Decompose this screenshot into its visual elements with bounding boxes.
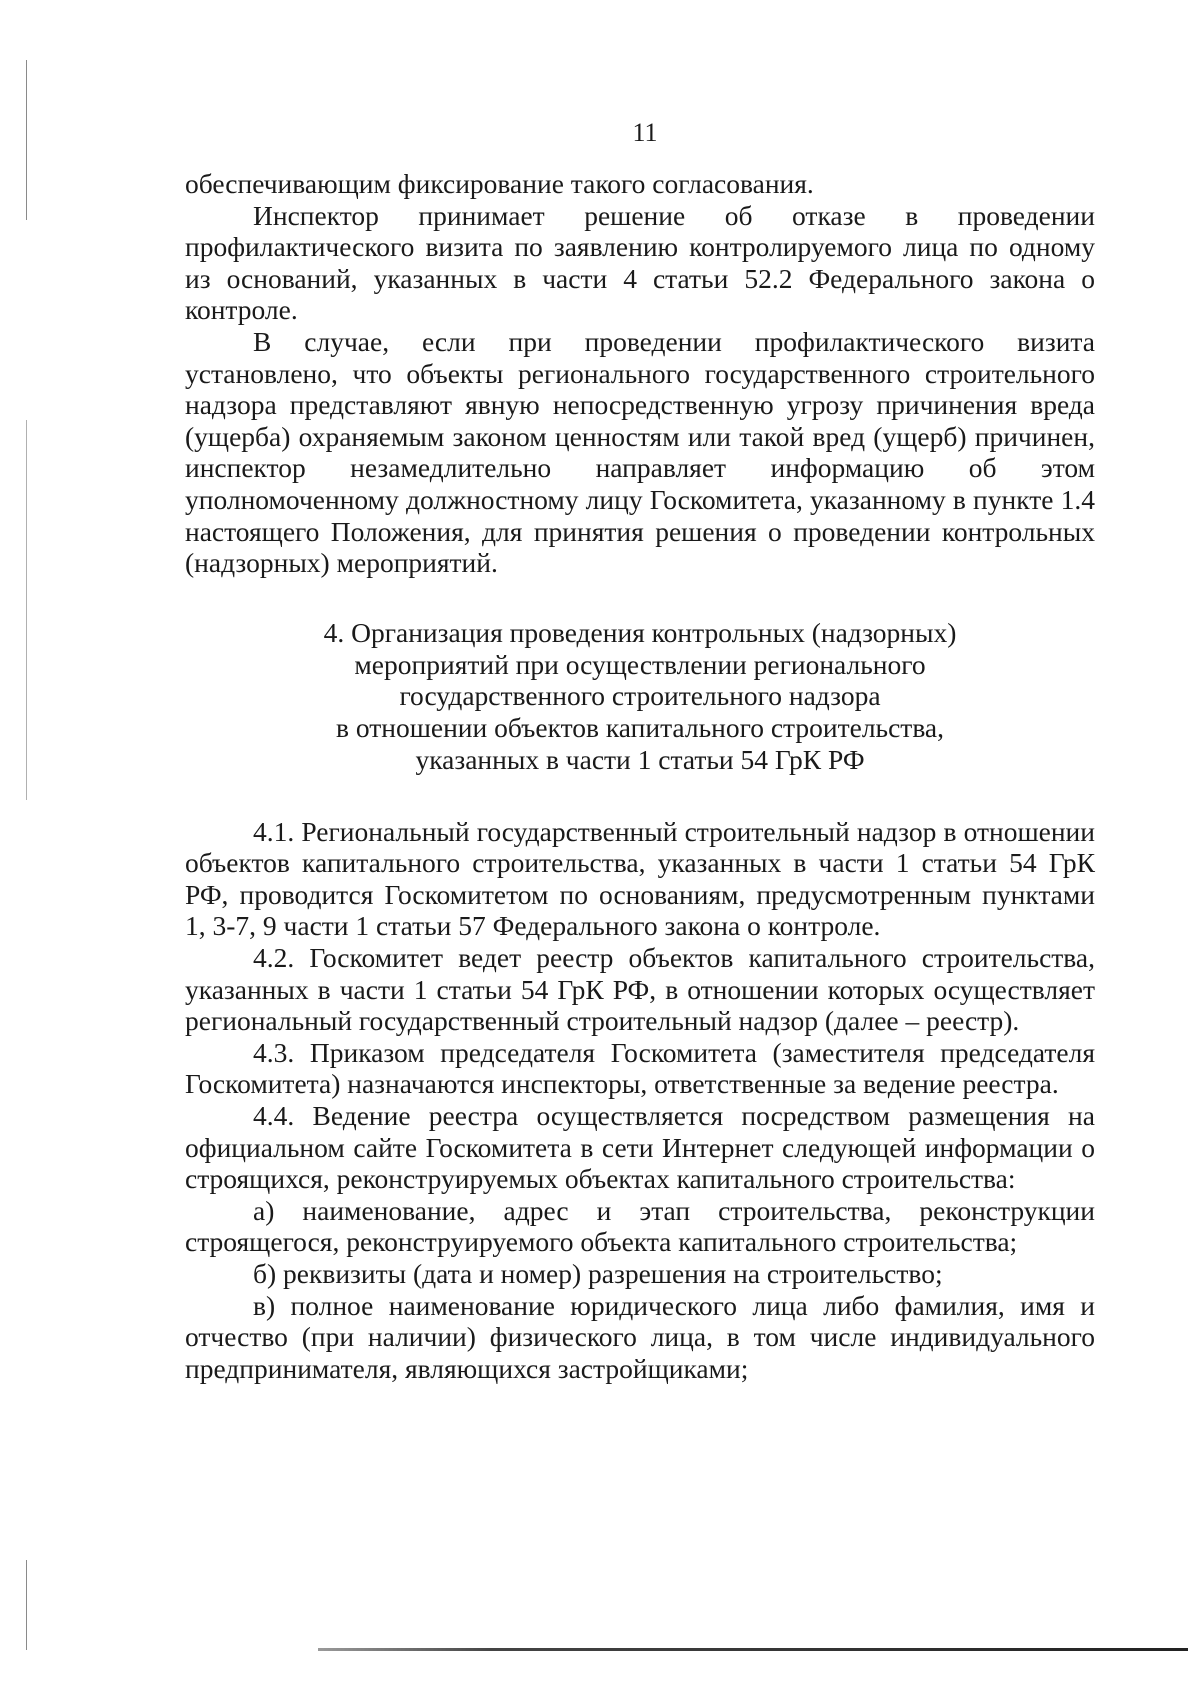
paragraph: обеспечивающим фиксирование такого согласования. [185, 168, 814, 199]
section-heading-line: в отношении объектов капитального строительства, [335, 712, 945, 744]
clause-4-3: 4.3. Приказом председателя Госкомитета (заместителя председателя Госкомитета) назначаются инспекторы, ответственные за ведение реестра. [185, 1036, 1095, 1100]
section-heading-line: 4. Организация проведения контрольных (надзорных) [323, 616, 957, 648]
section-heading-line: мероприятий при осуществлении регионального [354, 648, 926, 680]
scan-edge-mark [26, 420, 27, 800]
section-heading-line: государственного строительного надзора [399, 680, 881, 712]
list-item-a: а) наименование, адрес и этап строительства, реконструкции строящегося, реконструируемого объекта капитального строительства; [185, 1194, 1095, 1258]
clause-4-2: 4.2. Госкомитет ведет реестр объектов капитального строительства, указанных в части 1 статьи 54 ГрК РФ, в отношении которых осуществляет региональный государственный строительный надзор (далее – реестр). [185, 942, 1095, 1037]
document-body [185, 168, 1095, 1384]
paragraph: В случае, если при проведении профилактического визита установлено, что объекты регионального государственного строительного надзора представляют явную непосредственную угрозу причинения вреда (ущерба) охраняемым законом ценностям или такой вред (ущерб) причинен, инспектор незамедлительно направляет информацию об этом уполномоченному должностному лицу Госкомитета, указанному в пункте 1.4 настоящего Положения, для принятия решения о проведении контрольных (надзорных) мероприятий. [185, 325, 1095, 579]
paragraph: Инспектор принимает решение об отказе в проведении профилактического визита по заявлению контролируемого лица по одному из оснований, указанных в части 4 статьи 52.2 Федерального закона о контроле. [185, 199, 1095, 326]
list-item-b: б) реквизиты (дата и номер) разрешения на строительство; [253, 1258, 943, 1290]
clause-4-1: 4.1. Региональный государственный строительный надзор в отношении объектов капитального строительства, указанных в части 1 статьи 54 ГрК РФ, проводится Госкомитетом по основаниям, предусмотренным пунктами 1, 3-7, 9 части 1 статьи 57 Федерального закона о контроле. [185, 815, 1095, 942]
section-heading [185, 617, 1095, 776]
page-number: 11 [632, 118, 658, 147]
list-item-v: в) полное наименование юридического лица либо фамилия, имя и отчество (при наличии) физического лица, в том числе индивидуального предпринимателя, являющихся застройщиками; [185, 1289, 1095, 1384]
clause-4-4: 4.4. Ведение реестра осуществляется посредством размещения на официальном сайте Госкомитета в сети Интернет следующей информации о строящихся, реконструируемых объектах капитального строительства: [185, 1100, 1095, 1195]
bottom-rule-divider [318, 1648, 1188, 1651]
section-heading-line: указанных в части 1 статьи 54 ГрК РФ [415, 743, 865, 775]
scan-edge-mark [26, 1560, 27, 1650]
